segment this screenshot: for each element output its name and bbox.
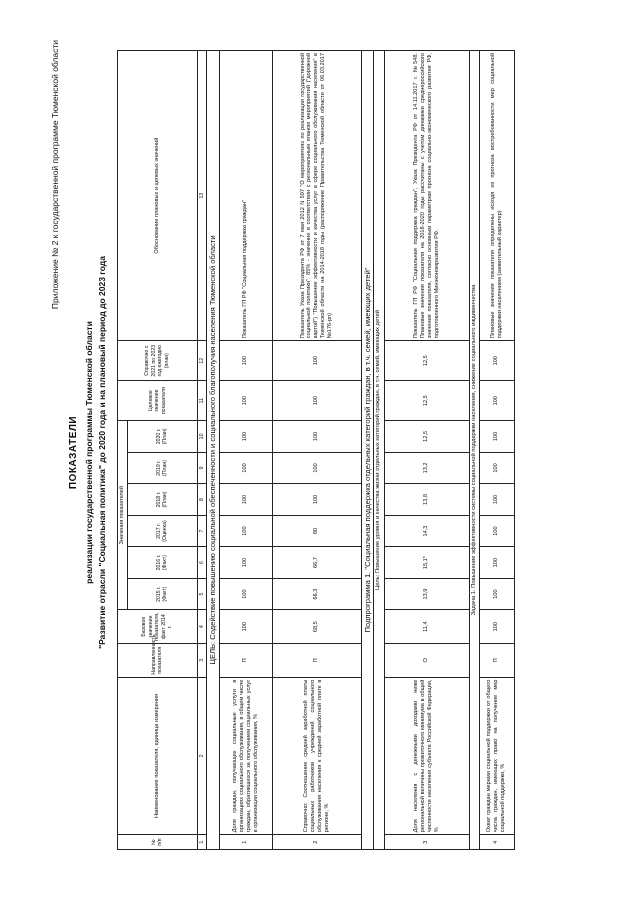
col-number: 6 bbox=[197, 547, 207, 579]
value-2015: 100 bbox=[219, 578, 272, 610]
ref-value: 100 bbox=[479, 341, 514, 381]
value-2015: 13,9 bbox=[384, 578, 469, 610]
col-number: 7 bbox=[197, 515, 207, 547]
header-justification: Обоснование плановых и целевых значений bbox=[118, 51, 198, 341]
justification-text: Показатель Указа Президента РФ от 7 мая 2012 N 597 "О мероприятиях по реализации государственной социальной политики". 85% - значение в соответствии с региональным планом мероприятий ("дорожной картой") "Повышение эффективности и качества услуг в сфере социального обслуживания населения" в Тюменской области на 2014-2018 годы (распоряжение Правительства Тюменской области от 06.03.2017 №176-рп) bbox=[272, 51, 361, 341]
task-title: Задача 1. Повышение эффективности системы социальной поддержки населения, снижение социального иждивенчества bbox=[469, 51, 479, 850]
goal-row bbox=[207, 51, 219, 850]
header-2018: 2018 г. (План) bbox=[127, 484, 197, 516]
justification-text: Показатель ГП РФ "Социальная поддержка граждан", Указа Президента РФ от 14.11.2017 г. №548. Плановые значения показателя на 2018-2020 годы рассчитаны с учетом динамики среднероссийского значения показателя, согласно основным параметрам прогноза социально-экономического развития РФ, подготовленного Минэкономразвития РФ. bbox=[384, 51, 469, 341]
value-2018: 100 bbox=[479, 484, 514, 516]
goal-text: ЦЕЛЬ: Содействие повышению социальной обеспеченности и социального благополучия населения Тюменской области bbox=[207, 51, 219, 850]
table-row bbox=[384, 51, 469, 850]
ref-value: 12,5 bbox=[384, 341, 469, 381]
value-2020: 100 bbox=[272, 421, 361, 453]
direction-value: П bbox=[479, 643, 514, 677]
value-2018: 100 bbox=[272, 484, 361, 516]
value-2019: 100 bbox=[219, 452, 272, 484]
header-2015: 2015 г. (Факт) bbox=[127, 578, 197, 610]
header-values-group: Значения показателей bbox=[118, 421, 128, 610]
direction-value: О bbox=[384, 643, 469, 677]
direction-value: П bbox=[219, 643, 272, 677]
value-2017: 100 bbox=[219, 515, 272, 547]
col-number: 5 bbox=[197, 578, 207, 610]
ref-value: 100 bbox=[272, 341, 361, 381]
header-2017: 2017 г. (Оценка) bbox=[127, 515, 197, 547]
col-number: 11 bbox=[197, 381, 207, 421]
base-value: 100 bbox=[479, 610, 514, 644]
base-value: 100 bbox=[219, 610, 272, 644]
task-row bbox=[469, 51, 479, 850]
header-2016: 2016 г. (Факт) bbox=[127, 547, 197, 579]
col-number: 8 bbox=[197, 484, 207, 516]
subprogram-goal-row bbox=[374, 51, 384, 850]
header-name: Наименование показателя, единица измерения bbox=[118, 677, 198, 835]
table-row bbox=[272, 51, 361, 850]
col-number: 9 bbox=[197, 452, 207, 484]
indicator-name: Доля граждан, получающих социальные услуги в организациях социального обслуживания, в общем числе граждан, обратившихся за получением социальных услуг в организации социального обслуживания, % bbox=[219, 677, 272, 835]
value-2016: 100 bbox=[219, 547, 272, 579]
target-value: 100 bbox=[479, 381, 514, 421]
document-title: ПОКАЗАТЕЛИ bbox=[68, 415, 79, 490]
value-2016: 15,1* bbox=[384, 547, 469, 579]
ref-value: 100 bbox=[219, 341, 272, 381]
indicator-name: Справочно: Соотношение средней заработной платы социальных работников учреждений социального обслуживания населения к средней заработной плате в регионе, % bbox=[272, 677, 361, 835]
col-number: 2 bbox=[197, 677, 207, 835]
value-2016: 66,7 bbox=[272, 547, 361, 579]
value-2017: 14,3 bbox=[384, 515, 469, 547]
row-num: 1 bbox=[219, 835, 272, 850]
value-2017: 100 bbox=[479, 515, 514, 547]
value-2016: 100 bbox=[479, 547, 514, 579]
document-subtitle: реализации государственной программы Тюменской области bbox=[84, 321, 94, 584]
target-value: 100 bbox=[219, 381, 272, 421]
header-num: № п/п bbox=[118, 835, 198, 850]
row-num: 2 bbox=[272, 835, 361, 850]
base-value: 68,5 bbox=[272, 610, 361, 644]
subprogram-goal: Цель: Повышение уровня и качества жизни отдельных категорий граждан, в т.ч. семей, имеющих детей bbox=[374, 51, 384, 850]
row-num: 3 bbox=[384, 835, 469, 850]
indicator-name: Доля населения с денежными доходами ниже региональной величины прожиточного минимума в общей численности населения субъекта Российской Федерации, % bbox=[384, 677, 469, 835]
header-target: Целевое значение показателя bbox=[118, 381, 198, 421]
appendix-note: Приложение № 2 к государственной программе Тюменской области bbox=[50, 40, 60, 310]
header-base: Базовое значение показателя, факт 2014 г. bbox=[118, 610, 198, 644]
document-subtitle-program: "Развитие отрасли "Социальная политика" до 2020 года и на плановый период до 2023 года bbox=[97, 256, 107, 649]
header-2020: 2020 г. (План) bbox=[127, 421, 197, 453]
table-row bbox=[479, 51, 514, 850]
header-direction: Направленность показателя bbox=[118, 643, 198, 677]
indicator-name: Охват граждан мерами социальной поддержки от общего числа граждан, имеющих право на получение мер социальной поддержки, % bbox=[479, 677, 514, 835]
value-2020: 100 bbox=[479, 421, 514, 453]
indicators-table bbox=[117, 50, 515, 850]
value-2015: 66,3 bbox=[272, 578, 361, 610]
justification-text: Плановые значения показателя определены исходя из прогноза востребованности мер социальной поддержки населением (заявительный характер) bbox=[479, 51, 514, 341]
base-value: 11,4 bbox=[384, 610, 469, 644]
header-2019: 2019 г. (План) bbox=[127, 452, 197, 484]
col-number: 10 bbox=[197, 421, 207, 453]
value-2017: 80 bbox=[272, 515, 361, 547]
subprogram-row bbox=[361, 51, 373, 850]
target-value: 12,5 bbox=[384, 381, 469, 421]
value-2019: 13,2 bbox=[384, 452, 469, 484]
column-numbers-row bbox=[197, 51, 207, 850]
value-2018: 100 bbox=[219, 484, 272, 516]
justification-text: Показатель ГП РФ "Социальная поддержка граждан" bbox=[219, 51, 272, 341]
table-row bbox=[219, 51, 272, 850]
col-number: 12 bbox=[197, 341, 207, 381]
value-2019: 100 bbox=[479, 452, 514, 484]
col-number: 4 bbox=[197, 610, 207, 644]
header-row bbox=[118, 51, 128, 850]
subprogram-title: Подпрограмма 1. "Социальная поддержка отдельных категорий граждан, в т.ч. семей, имеющих детей" bbox=[361, 51, 373, 850]
col-number: 3 bbox=[197, 643, 207, 677]
target-value: 100 bbox=[272, 381, 361, 421]
value-2020: 12,5 bbox=[384, 421, 469, 453]
value-2018: 13,8 bbox=[384, 484, 469, 516]
row-num: 4 bbox=[479, 835, 514, 850]
col-number: 13 bbox=[197, 51, 207, 341]
value-2020: 100 bbox=[219, 421, 272, 453]
value-2015: 100 bbox=[479, 578, 514, 610]
direction-value: П bbox=[272, 643, 361, 677]
col-number: 1 bbox=[197, 835, 207, 850]
header-ref: Справочно с 2021 по 2023 год ежегодно (план) bbox=[118, 341, 198, 381]
value-2019: 100 bbox=[272, 452, 361, 484]
